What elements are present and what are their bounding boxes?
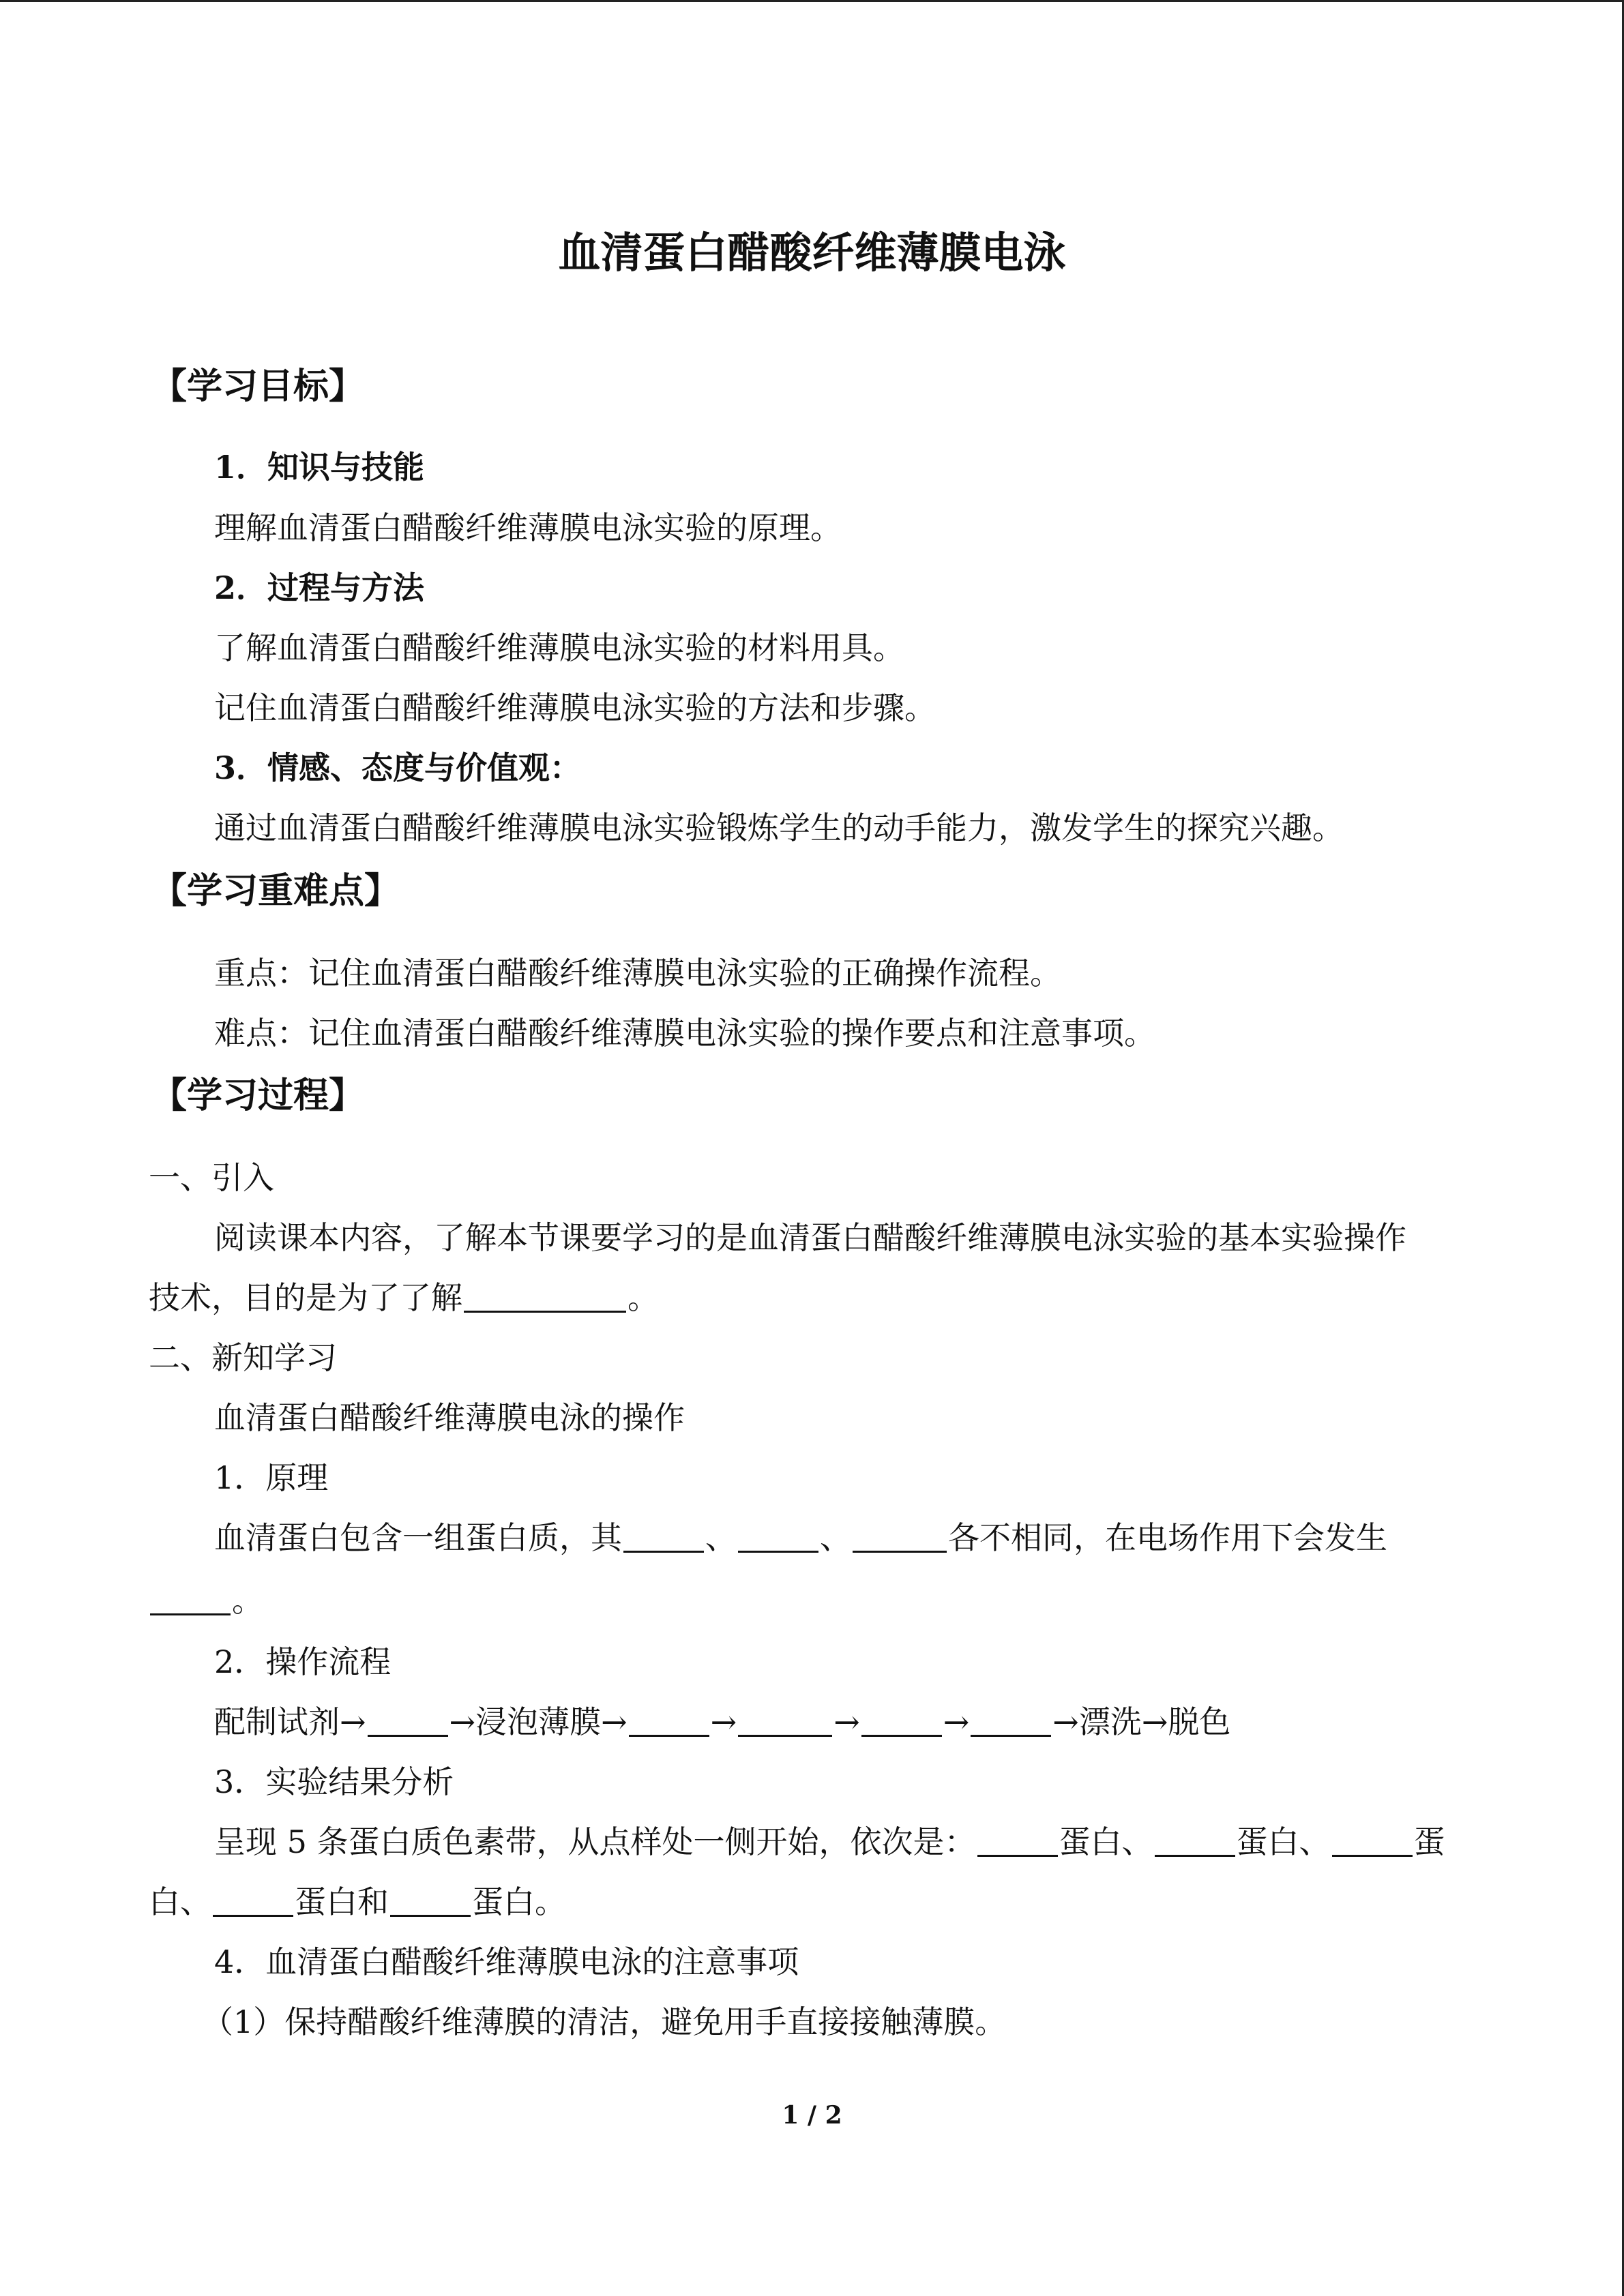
principle-heading: 1．原理 — [214, 1459, 329, 1496]
result-text: 蛋白、 — [1059, 1823, 1153, 1860]
objective-knowledge-text: 理解血清蛋白醋酸纤维薄膜电泳实验的原理。 — [214, 509, 842, 546]
notes-heading: 4．血清蛋白醋酸纤维薄膜电泳的注意事项 — [214, 1943, 799, 1980]
flow-arrow: → — [943, 1703, 970, 1740]
document-title: 血清蛋白醋酸纤维薄膜电泳 — [558, 228, 1066, 278]
new-knowledge-heading: 二、新知学习 — [149, 1339, 337, 1376]
flow-arrow: → — [710, 1703, 737, 1740]
result-line-2 — [149, 1881, 566, 1922]
fill-blank[interactable] — [150, 1581, 231, 1615]
fill-blank[interactable] — [853, 1518, 947, 1553]
intro-text-part: 技术，目的是为了了解 — [149, 1279, 462, 1316]
result-text: 蛋白和 — [295, 1883, 389, 1920]
flow-line — [214, 1701, 1230, 1742]
result-text: 蛋白。 — [472, 1883, 566, 1920]
fill-blank[interactable] — [971, 1702, 1051, 1737]
fill-blank[interactable] — [464, 1278, 626, 1313]
flow-arrow: → — [833, 1703, 860, 1740]
fill-blank[interactable] — [213, 1882, 293, 1917]
topic-line: 血清蛋白醋酸纤维薄膜电泳的操作 — [214, 1399, 685, 1436]
objective-process-text-1: 了解血清蛋白醋酸纤维薄膜电泳实验的材料用具。 — [214, 629, 904, 666]
fill-blank[interactable] — [738, 1518, 818, 1553]
fill-blank[interactable] — [861, 1702, 942, 1737]
flow-step: →漂洗→脱色 — [1052, 1703, 1231, 1740]
principle-line-2 — [149, 1580, 263, 1621]
intro-text-end: 。 — [628, 1279, 659, 1316]
principle-end: 。 — [232, 1582, 263, 1619]
key-point-focus: 重点：记住血清蛋白醋酸纤维薄膜电泳实验的正确操作流程。 — [214, 955, 1061, 992]
result-text: 呈现 5 条蛋白质色素带，从点样处一侧开始，依次是： — [214, 1823, 976, 1860]
intro-heading: 一、引入 — [149, 1159, 274, 1196]
result-text: 蛋 — [1413, 1823, 1445, 1860]
result-text: 蛋白、 — [1236, 1823, 1331, 1860]
objective-process-text-2: 记住血清蛋白醋酸纤维薄膜电泳实验的方法和步骤。 — [214, 689, 936, 726]
result-heading: 3．实验结果分析 — [214, 1763, 454, 1800]
flow-heading: 2．操作流程 — [214, 1643, 392, 1680]
section-process-heading: 【学习过程】 — [151, 1075, 365, 1116]
fill-blank[interactable] — [390, 1882, 471, 1917]
fill-blank[interactable] — [623, 1518, 704, 1553]
note-item-1: （1）保持醋酸纤维薄膜的清洁，避免用手直接接触薄膜。 — [202, 2003, 1007, 2040]
separator: 、 — [820, 1519, 851, 1556]
principle-text: 血清蛋白包含一组蛋白质，其 — [214, 1519, 622, 1556]
flow-step: →浸泡薄膜→ — [449, 1703, 628, 1740]
objective-attitude-heading: 3．情感、态度与价值观： — [214, 749, 582, 786]
fill-blank[interactable] — [368, 1702, 448, 1737]
result-line-1 — [214, 1821, 1445, 1862]
page-number: 1 / 2 — [782, 2101, 842, 2130]
separator: 、 — [705, 1519, 737, 1556]
result-text: 白、 — [149, 1883, 211, 1920]
principle-text: 各不相同，在电场作用下会发生 — [948, 1519, 1387, 1556]
objective-attitude-text: 通过血清蛋白醋酸纤维薄膜电泳实验锻炼学生的动手能力，激发学生的探究兴趣。 — [214, 809, 1344, 846]
objective-process-heading: 2．过程与方法 — [214, 569, 425, 606]
flow-step: 配制试剂→ — [214, 1703, 366, 1740]
section-objectives-heading: 【学习目标】 — [151, 366, 365, 407]
intro-text-line-2 — [149, 1277, 659, 1318]
fill-blank[interactable] — [629, 1702, 709, 1737]
section-key-points-heading: 【学习重难点】 — [151, 871, 400, 912]
objective-knowledge-heading: 1．知识与技能 — [214, 449, 425, 486]
principle-line-1 — [214, 1517, 1387, 1558]
fill-blank[interactable] — [1332, 1822, 1413, 1857]
fill-blank[interactable] — [738, 1702, 832, 1737]
fill-blank[interactable] — [977, 1822, 1058, 1857]
intro-text-line-1: 阅读课本内容，了解本节课要学习的是血清蛋白醋酸纤维薄膜电泳实验的基本实验操作 — [214, 1219, 1406, 1256]
fill-blank[interactable] — [1155, 1822, 1235, 1857]
key-point-difficulty: 难点：记住血清蛋白醋酸纤维薄膜电泳实验的操作要点和注意事项。 — [214, 1015, 1155, 1052]
